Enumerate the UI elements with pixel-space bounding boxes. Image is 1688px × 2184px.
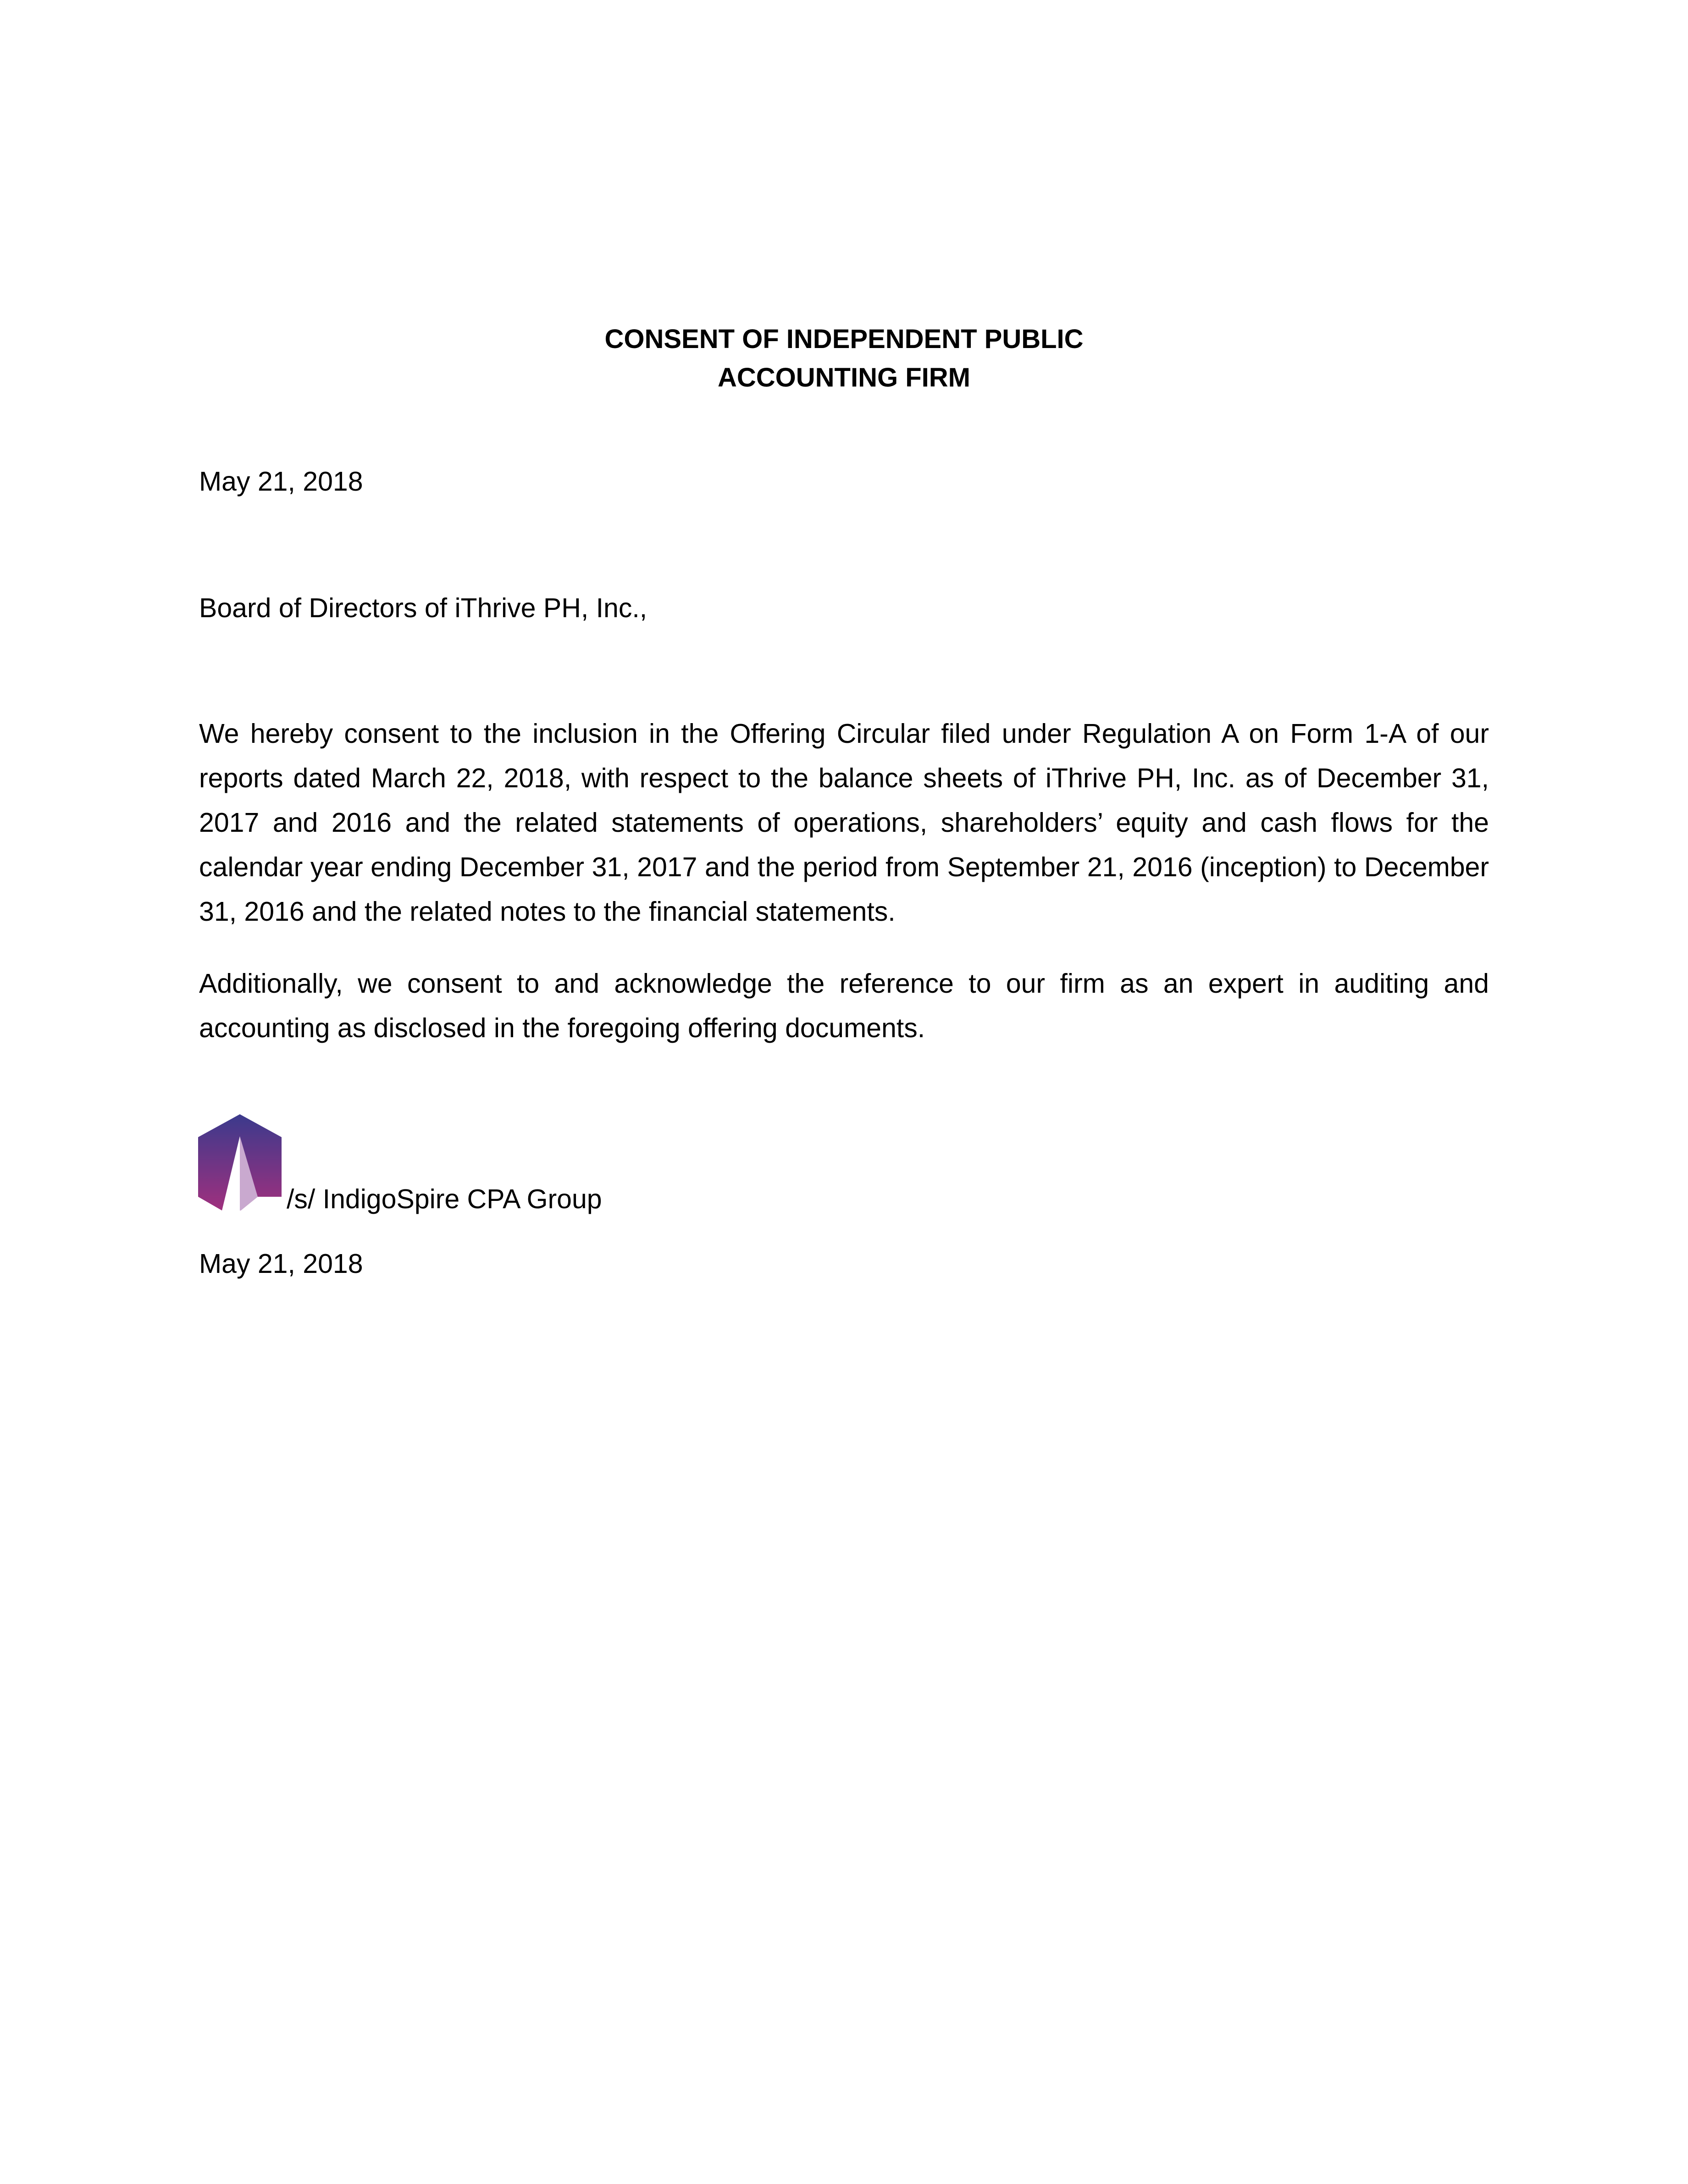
addressee: Board of Directors of iThrive PH, Inc., <box>199 593 648 623</box>
additional-consent-paragraph: Additionally, we consent to and acknowledge the reference to our firm as an expert in auditing and accounting as disclosed in the foregoing offering documents. <box>199 968 1489 1043</box>
date-top: May 21, 2018 <box>199 466 363 497</box>
consent-paragraph: We hereby consent to the inclusion in the Offering Circular filed under Regulation A on Form 1-A of our reports dated March 22, 2018, with respect to the balance sheets of iThrive PH, Inc. as of December 31, 2017 and 2016 and the related statements of operations, shareholders’ equity and cash flows for the calendar year ending December 31, 2017 and the period from September 21, 2016 (inception) to December 31, 2016 and the related notes to the financial statements. <box>199 719 1489 927</box>
signature-text: /s/ IndigoSpire CPA Group <box>287 1184 602 1214</box>
document-title-line-2: ACCOUNTING FIRM <box>718 363 970 393</box>
indigospire-logo-icon <box>198 1114 282 1211</box>
signature-date: May 21, 2018 <box>199 1249 363 1279</box>
document-title-line-1: CONSENT OF INDEPENDENT PUBLIC <box>604 324 1084 354</box>
